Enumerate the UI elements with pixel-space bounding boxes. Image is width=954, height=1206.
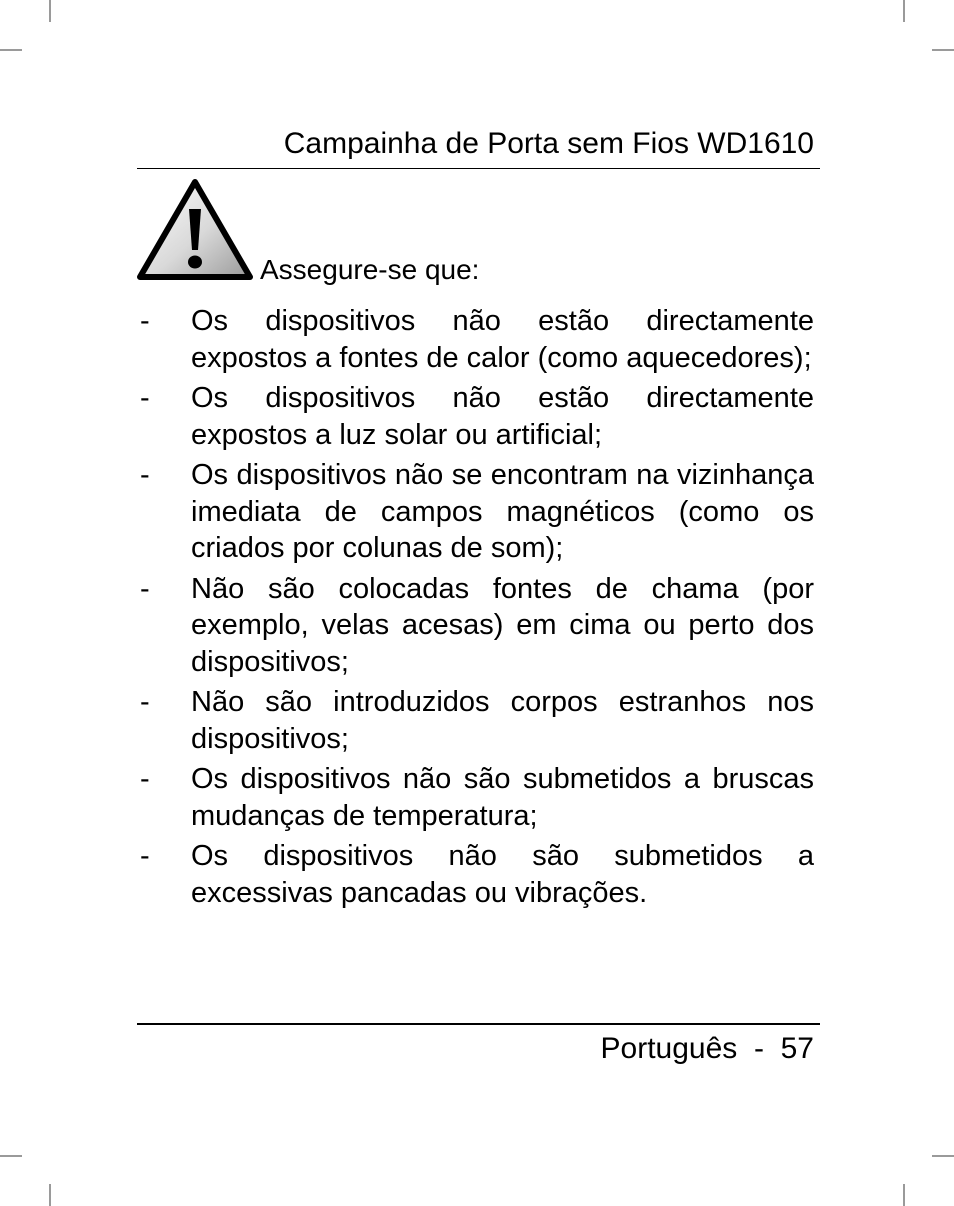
crop-mark-right-top [932, 49, 954, 51]
list-item [140, 838, 814, 911]
list-item-text: Os dispositivos não se encontram na vizinhança imediata de campos magnéticos (como os criados por colunas de som); [191, 459, 814, 564]
list-item-text: Os dispositivos não são submetidos a bruscas mudanças de temperatura; [191, 763, 814, 832]
crop-mark-top-left [49, 0, 51, 22]
precaution-list [140, 303, 814, 915]
crop-mark-left-bottom [0, 1155, 22, 1157]
crop-mark-bottom-right [903, 1184, 905, 1206]
list-item-text: Os dispositivos não estão directamente expostos a fontes de calor (como aquecedores); [191, 305, 814, 374]
list-bullet: - [140, 459, 150, 491]
list-item [140, 380, 814, 453]
list-item [140, 761, 814, 834]
footer-divider [137, 1023, 820, 1025]
list-item-text: Não são introduzidos corpos estranhos nos dispositivos; [191, 686, 814, 755]
list-bullet: - [140, 686, 150, 718]
list-bullet: - [140, 305, 150, 337]
list-item-text: Os dispositivos não são submetidos a excessivas pancadas ou vibrações. [191, 840, 814, 909]
warning-triangle-icon [137, 178, 253, 282]
page-footer: Português - 57 [600, 1032, 814, 1065]
list-bullet: - [140, 572, 150, 605]
list-bullet: - [140, 763, 150, 795]
list-item-text: Não são colocadas fontes de chama (por exemplo, velas acesas) em cima ou perto dos dispositivos; [191, 572, 814, 678]
list-item [140, 571, 814, 681]
list-bullet: - [140, 840, 150, 872]
list-item [140, 684, 814, 757]
warning-label: Assegure-se que: [260, 254, 480, 285]
header-divider [137, 168, 820, 169]
list-bullet: - [140, 382, 150, 414]
list-item [140, 303, 814, 376]
crop-mark-bottom-left [49, 1184, 51, 1206]
crop-mark-left-top [0, 49, 22, 51]
list-item [140, 457, 814, 567]
crop-mark-top-right [903, 0, 905, 22]
page-header-title: Campainha de Porta sem Fios WD1610 [283, 127, 814, 160]
list-item-text: Os dispositivos não estão directamente expostos a luz solar ou artificial; [191, 382, 814, 451]
crop-mark-right-bottom [932, 1155, 954, 1157]
